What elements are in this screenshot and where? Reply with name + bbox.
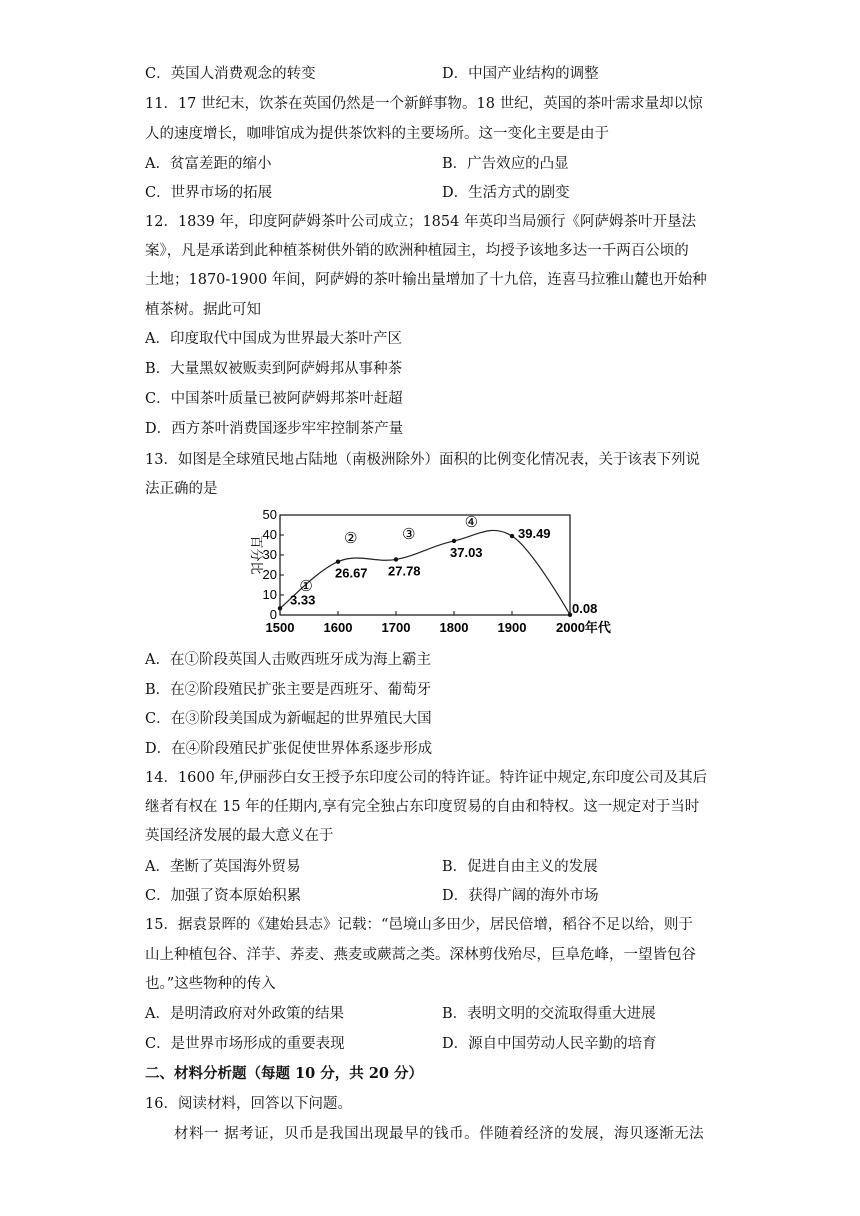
q15-stem-line2: 山上种植包谷、洋芋、荞麦、燕麦或蕨蒿之类。深林剪伐殆尽，巨阜危峰，一望皆包谷 bbox=[145, 947, 696, 963]
data-label: 27.78 bbox=[388, 563, 421, 579]
data-line bbox=[280, 530, 570, 614]
q12-stem-line3: 土地；1870-1900 年间，阿萨姆的茶叶输出量增加了十九倍，连喜马拉雅山麓也开始种 bbox=[145, 272, 707, 288]
q10-option-c: C．英国人消费观念的转变 bbox=[145, 66, 316, 82]
q11-stem-line2: 人的速度增长，咖啡馆成为提供茶饮料的主要场所。这一变化主要是由于 bbox=[145, 126, 609, 142]
q14-option-d: D．获得广阔的海外市场 bbox=[442, 888, 599, 904]
q11-stem-line1: 11．17 世纪末，饮茶在英国仍然是一个新鲜事物。18 世纪，英国的茶叶需求量却以惊 bbox=[145, 96, 703, 112]
q12-stem-line4: 植茶树。据此可知 bbox=[145, 302, 261, 318]
q12-option-b: B．大量黑奴被贩卖到阿萨姆邦从事种茶 bbox=[145, 361, 403, 377]
q10-option-d: D．中国产业结构的调整 bbox=[442, 66, 599, 82]
section-title: 二、材料分析题（每题 10 分，共 20 分） bbox=[145, 1065, 424, 1082]
x-tick-label: 1600 bbox=[323, 620, 353, 635]
x-tick-label: 1700 bbox=[381, 620, 411, 635]
q15-option-b: B．表明文明的交流取得重大进展 bbox=[442, 1006, 656, 1022]
data-label: 39.49 bbox=[518, 526, 551, 542]
q13-stem-line2: 法正确的是 bbox=[145, 481, 218, 497]
q14-option-a: A．垄断了英国海外贸易 bbox=[145, 859, 301, 875]
y-tick-label: 10 bbox=[262, 587, 277, 602]
q15-option-c: C．是世界市场形成的重要表现 bbox=[145, 1036, 345, 1052]
q11-option-b: B．广告效应的凸显 bbox=[442, 156, 569, 172]
stage-marker: ④ bbox=[464, 514, 479, 531]
q15-option-a: A．是明清政府对外政策的结果 bbox=[145, 1006, 344, 1022]
q13-option-b: B．在②阶段殖民扩张主要是西班牙、葡萄牙 bbox=[145, 682, 432, 698]
data-label: 26.67 bbox=[335, 565, 368, 581]
q12-stem-line1: 12．1839 年，印度阿萨姆茶叶公司成立；1854 年英印当局颁行《阿萨姆茶叶开垦法 bbox=[145, 214, 696, 230]
data-point bbox=[394, 557, 398, 561]
q14-stem-line1: 14．1600 年,伊丽莎白女王授予东印度公司的特许证。特许证中规定,东印度公司及其后 bbox=[145, 770, 708, 786]
q16-stem: 16．阅读材料，回答以下问题。 bbox=[145, 1096, 352, 1112]
y-tick-label: 40 bbox=[262, 527, 277, 542]
chart-ylabel: 百分比 bbox=[249, 535, 264, 575]
q15-stem-line3: 也。”这些物种的传入 bbox=[145, 976, 276, 992]
data-point bbox=[452, 539, 456, 543]
q13-option-a: A．在①阶段英国人击败西班牙成为海上霸主 bbox=[145, 652, 431, 668]
q11-option-c: C．世界市场的拓展 bbox=[145, 185, 273, 201]
q12-option-a: A．印度取代中国成为世界最大茶叶产区 bbox=[145, 331, 402, 347]
q14-option-b: B．促进自由主义的发展 bbox=[442, 859, 598, 875]
q12-stem-line2: 案》，凡是承诺到此种植茶树供外销的欧洲种植园主，均授予该地多达一千两百公顷的 bbox=[145, 243, 689, 259]
data-label: 37.03 bbox=[450, 544, 483, 560]
data-label: 0.08 bbox=[572, 600, 598, 616]
q12-option-c: C．中国茶叶质量已被阿萨姆邦茶叶赶超 bbox=[145, 391, 403, 407]
x-tick-label: 1900 bbox=[497, 620, 527, 635]
q12-option-d: D．西方茶叶消费国逐步牢牢控制茶产量 bbox=[145, 421, 404, 437]
y-tick-label: 30 bbox=[262, 547, 277, 562]
data-point bbox=[336, 559, 340, 563]
data-point bbox=[510, 534, 514, 538]
q15-option-d: D．源自中国劳动人民辛勤的培育 bbox=[442, 1036, 657, 1052]
q16-material-line: 材料一 据考证，贝币是我国出现最早的钱币。伴随着经济的发展，海贝逐渐无法 bbox=[174, 1126, 705, 1142]
stage-marker: ① bbox=[299, 578, 313, 595]
q13-option-c: C．在③阶段美国成为新崛起的世界殖民大国 bbox=[145, 711, 432, 727]
q11-option-d: D．生活方式的剧变 bbox=[442, 185, 570, 201]
y-tick-label: 50 bbox=[262, 507, 277, 522]
y-tick-label: 0 bbox=[269, 607, 277, 622]
data-point bbox=[278, 606, 282, 610]
x-tick-label: 2000年代 bbox=[556, 620, 611, 635]
q11-option-a: A．贫富差距的缩小 bbox=[145, 156, 272, 172]
q13-stem-line1: 13．如图是全球殖民地占陆地（南极洲除外）面积的比例变化情况表，关于该表下列说 bbox=[145, 452, 700, 468]
q14-stem-line2: 继者有权在 15 年的任期内,享有完全独占东印度贸易的自由和特权。这一规定对于当时 bbox=[145, 799, 700, 815]
q15-stem-line1: 15．据袁景晖的《建始县志》记载：“邑境山多田少，居民倍增，稻谷不足以给，则于 bbox=[145, 917, 693, 933]
q14-option-c: C．加强了资本原始积累 bbox=[145, 888, 302, 904]
x-tick-label: 1500 bbox=[265, 620, 295, 635]
data-label: 3.33 bbox=[290, 592, 316, 608]
colony-area-line-chart bbox=[249, 507, 622, 642]
y-tick-label: 20 bbox=[262, 567, 277, 582]
stage-marker: ② bbox=[344, 530, 358, 547]
q14-stem-line3: 英国经济发展的最大意义在于 bbox=[145, 828, 334, 844]
q13-option-d: D．在④阶段殖民扩张促使世界体系逐步形成 bbox=[145, 741, 433, 757]
stage-marker: ③ bbox=[402, 526, 416, 543]
x-tick-label: 1800 bbox=[439, 620, 469, 635]
